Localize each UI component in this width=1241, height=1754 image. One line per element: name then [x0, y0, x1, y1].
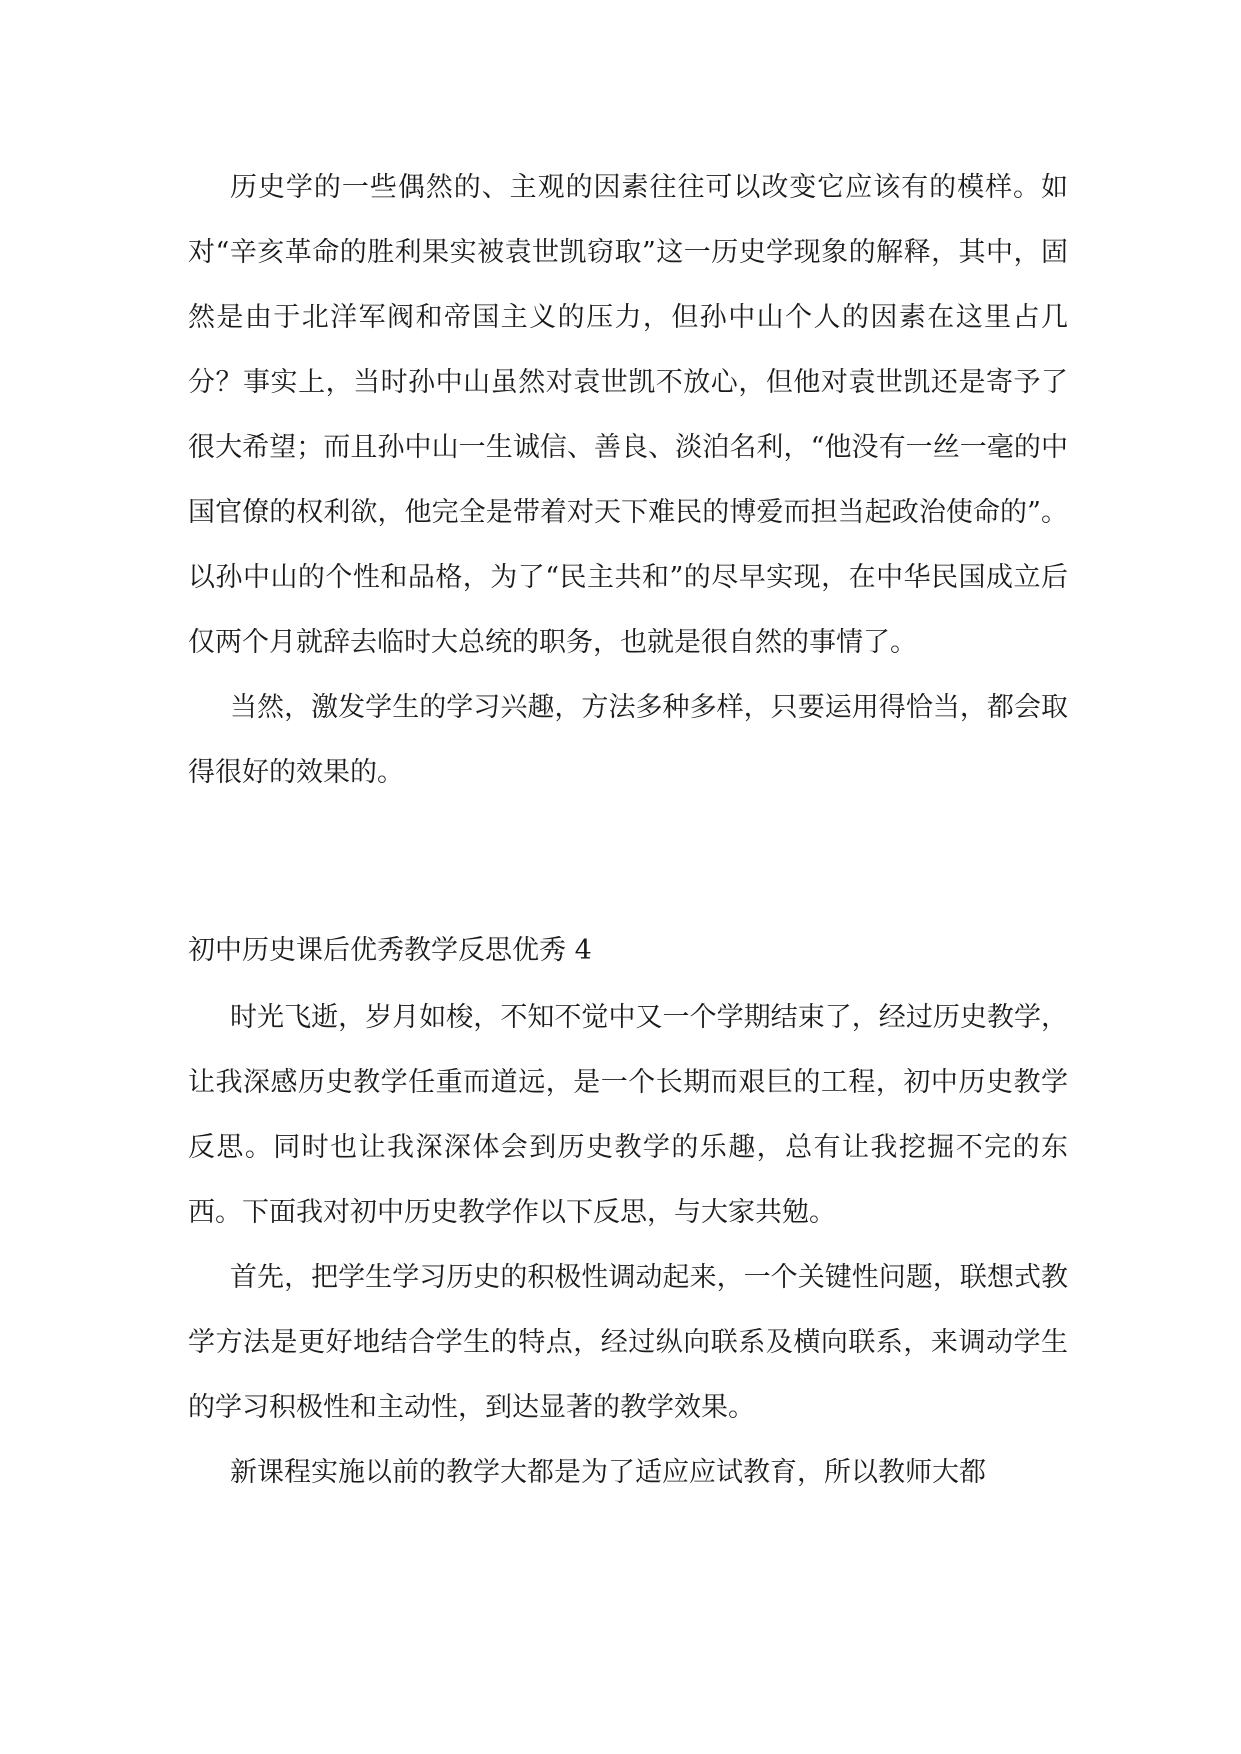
section-1-body: [188, 155, 1068, 805]
paragraph: 时光飞逝，岁月如梭，不知不觉中又一个学期结束了，经过历史教学，让我深感历史教学任重而道远，是一个长期而艰巨的工程，初中历史教学反思。同时也让我深深体会到历史教学的乐趣，总有让我挖掘不完的东西。下面我对初中历史教学作以下反思，与大家共勉。: [188, 1002, 1068, 1228]
paragraph: 当然，激发学生的学习兴趣，方法多种多样，只要运用得恰当，都会取得很好的效果的。: [188, 692, 1068, 788]
section-2-body: [188, 985, 1068, 1505]
section-heading: 初中历史课后优秀教学反思优秀 4: [188, 935, 592, 966]
paragraph: 新课程实施以前的教学大都是为了适应应试教育，所以教师大都: [230, 1457, 986, 1488]
paragraph: 首先，把学生学习历史的积极性调动起来，一个关键性问题，联想式教学方法是更好地结合学生的特点，经过纵向联系及横向联系，来调动学生的学习积极性和主动性，到达显著的教学效果。: [188, 1262, 1068, 1423]
paragraph: 历史学的一些偶然的、主观的因素往往可以改变它应该有的模样。如对“辛亥革命的胜利果实被袁世凯窃取”这一历史学现象的解释，其中，固然是由于北洋军阀和帝国主义的压力，但孙中山个人的因素在这里占几分？事实上，当时孙中山虽然对袁世凯不放心，但他对袁世凯还是寄予了很大希望；而且孙中山一生诚信、善良、淡泊名利，“他没有一丝一毫的中国官僚的权利欲，他完全是带着对天下难民的博爱而担当起政治使命的”。以孙中山的个性和品格，为了“民主共和”的尽早实现，在中华民国成立后仅两个月就辞去临时大总统的职务，也就是很自然的事情了。: [188, 172, 1068, 658]
